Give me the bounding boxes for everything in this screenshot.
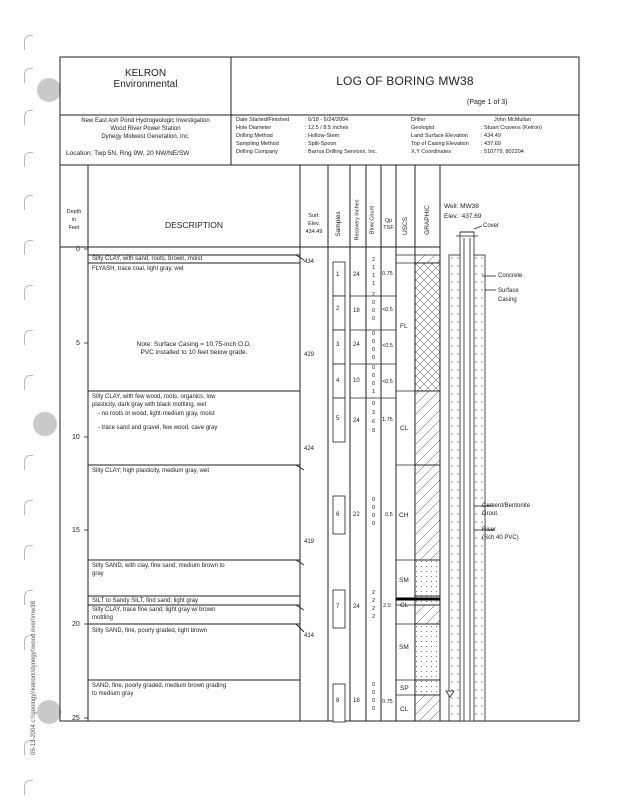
desc-line: Silty SAND, with clay, fine sand; medium brown to [92,563,225,569]
info-label: X,Y Coordinates [411,149,451,155]
well-label-casing: Casing [498,297,517,303]
header-depth: in [71,217,77,223]
qp-value: <0.5 [382,343,393,349]
blow-count: 2 [372,598,376,604]
depth-label: 5 [76,340,80,347]
sample-number: 5 [336,416,340,422]
recovery-value: 24 [353,342,360,348]
header-uscs: USCS [401,216,409,236]
page-number: (Page 1 of 3) [467,99,508,106]
page-title: LOG OF BORING MW38 [336,74,474,88]
elevation-label: 414 [304,633,315,639]
header-surf-elev: 434.49 [305,229,323,235]
well-name: Well: MW38 [444,203,479,210]
header-graphic: GRAPHIC [423,205,431,235]
info-label: Sampling Method [236,141,279,147]
recovery-value: 18 [353,698,360,704]
elevation-label: 424 [304,446,315,452]
blow-count: 2 [372,257,376,263]
qp-value: 0.75 [382,699,393,705]
qp-value: 0.75 [382,271,393,277]
header-description: DESCRIPTION [164,220,224,230]
header-blow-count: Blow Count [369,205,376,235]
header-qp: Qp [384,218,393,224]
qp-value: 1.75 [382,417,393,423]
blow-count: 0 [372,373,376,379]
blow-count: 1 [372,281,376,287]
info-label: Geologist [411,125,435,131]
well-label-cover: Cover [483,223,500,229]
info-label: Drilling Method [236,133,273,139]
elevation-label: 434 [304,259,315,265]
depth-label: 20 [72,621,80,628]
desc-line: FLYASH, trace coal, light gray, wet [92,266,184,272]
uscs-code: CL [400,706,409,713]
info-value: John McMullan [494,117,531,123]
sample-number: 6 [336,512,340,518]
project-company: Dynegy Midwest Generation, Inc. [101,134,190,140]
blow-count: 0 [372,690,376,696]
blow-count: 0 [372,381,376,387]
blow-count: 1 [372,389,376,395]
well-label-concrete: Concrete [498,273,523,279]
project-station: Wood River Power Station [110,126,181,132]
company-name: KELRON [124,68,167,79]
well-label-riser: Riser [482,527,497,533]
blow-count: 0 [372,316,376,322]
info-label: Date Started/Finished [236,117,290,123]
blow-count: 0 [372,339,376,345]
well-label-surface: Surface [498,288,519,294]
blow-count: 0 [372,698,376,704]
uscs-code: SP [400,685,409,692]
depth-label: 25 [72,715,80,722]
header-surf-elev: Elev. [308,221,320,227]
side-stamp: 05-13-2004 c:\\geology\\kelron\\dynegy\\wood river\\mw38 [31,600,37,755]
depth-label: 0 [76,246,80,253]
blow-count: 2 [372,292,376,298]
desc-line: Note: Surface Casing = 10.75-inch O.D. [136,341,252,348]
depth-label: 15 [72,527,80,534]
blow-count: 0 [372,347,376,353]
project-location: Location: Twp 5N, Rng 9W, 20 NW/NE/SW [66,150,190,157]
blow-count: 2 [372,590,376,596]
blow-count: 0 [372,308,376,314]
info-label: Drilling Company [236,149,278,155]
sample-number: 1 [336,272,340,278]
blow-count: 1 [372,273,376,279]
recovery-value: 24 [353,604,360,610]
info-value: : Hollow-Stem [305,133,340,139]
blow-count: 1 [372,265,376,271]
desc-line: SILT to Sandy SILT, find sand; light gray [92,598,199,604]
recovery-value: 18 [353,308,360,314]
header-qp: TSF [383,225,394,231]
blow-count: 0 [372,401,376,407]
well-label-riser: (Sch 40 PVC) [482,535,519,541]
qp-value: 0.5 [385,512,393,518]
header-depth: Feet [68,225,80,231]
header-surf-elev: Surf. [308,213,320,219]
recovery-value: 24 [353,272,360,278]
sample-number: 7 [336,604,340,610]
blow-count: 3 [372,410,376,416]
uscs-code: SM [399,644,409,651]
info-value: : 510779, 802204 [481,149,524,155]
blow-count: 0 [372,706,376,712]
elevation-label: 429 [304,352,315,358]
header-samples: Samples [334,211,342,237]
info-label: Land Surface Elevation [411,133,468,139]
company-subtitle: Environmental [113,79,178,90]
blow-count: 8 [372,428,376,434]
blow-count: 0 [372,300,376,306]
info-label: Driller [411,117,426,123]
blow-count: 0 [372,331,376,337]
info-value: : 437.69 [481,141,501,147]
elevation-label: 419 [304,539,315,545]
blow-count: 0 [372,521,376,527]
blow-count: 2 [372,606,376,612]
uscs-code: SM [399,577,409,584]
desc-line: gray [92,571,104,577]
desc-line: plasticity, dark gray with black mottling, wet [92,402,207,408]
recovery-value: 24 [353,418,360,424]
blow-count: 0 [372,505,376,511]
blow-count: 2 [372,614,376,620]
uscs-code: CH [399,512,409,519]
sample-number: 3 [336,342,340,348]
blow-count: 0 [372,355,376,361]
desc-line: mottling [92,615,114,621]
sample-number: 4 [336,378,340,384]
desc-line: Silty CLAY, trace fine sand; light gray w/ brown [92,607,216,613]
info-label: Top of Casing Elevation [411,141,469,147]
project-name: New East Ash Pond Hydrogeologic Investigation [81,118,210,124]
well-label-grout: Grout [482,511,498,517]
info-value: : Stuart Cravens (Kelron) [481,125,542,131]
blow-count: 6 [372,419,376,425]
well-elevation: Elev.: 437.69 [444,213,482,220]
blow-count: 0 [372,682,376,688]
qp-value: <0.5 [382,379,393,385]
info-value: : 434.49 [481,133,501,139]
uscs-code: CL [400,602,409,609]
info-value: : 6/18 - 6/24/2004 [305,117,349,123]
uscs-code: CL [400,425,409,432]
info-label: Hole Diameter [236,125,272,131]
qp-value: 2.0 [383,603,391,609]
desc-line: Silty CLAY; high plasticity, medium gray, wet [92,468,209,474]
sample-number: 8 [336,698,340,704]
blow-count: 0 [372,513,376,519]
blow-count: 0 [372,497,376,503]
info-value: : 12.5 / 8.5 inches [305,125,349,131]
desc-line: Silty CLAY, with few wood, roots, organics; low [92,394,216,400]
sample-number: 2 [336,306,340,312]
desc-line: PVC installed to 10 feet below grade. [140,349,248,356]
uscs-code: FL [400,323,408,330]
desc-line: Silty CLAY, with sand, roots, brown, moist [92,256,203,262]
depth-label: 10 [72,434,80,441]
desc-line: - trace sand and gravel, few wood, cave gray [98,425,218,431]
well-label-grout: Cement/Bentonite [482,503,531,509]
header-recovery: Recovery Inches [354,199,361,241]
blow-count: 0 [372,365,376,371]
desc-line: SAND, fine, poorly graded, medium brown grading [92,683,227,689]
info-value: : Split-Spoon [305,141,337,147]
desc-line: - no roots or wood, light-medium gray, moist [98,411,215,417]
header-depth: Depth [66,209,82,215]
qp-value: <0.5 [382,307,393,313]
info-value: : Barrus Drilling Services, Inc. [305,149,378,155]
recovery-value: 22 [353,512,360,518]
recovery-value: 10 [353,378,360,384]
desc-line: to medium gray [92,691,134,697]
desc-line: Silty SAND, fine, poorly graded, light brown [92,628,208,634]
